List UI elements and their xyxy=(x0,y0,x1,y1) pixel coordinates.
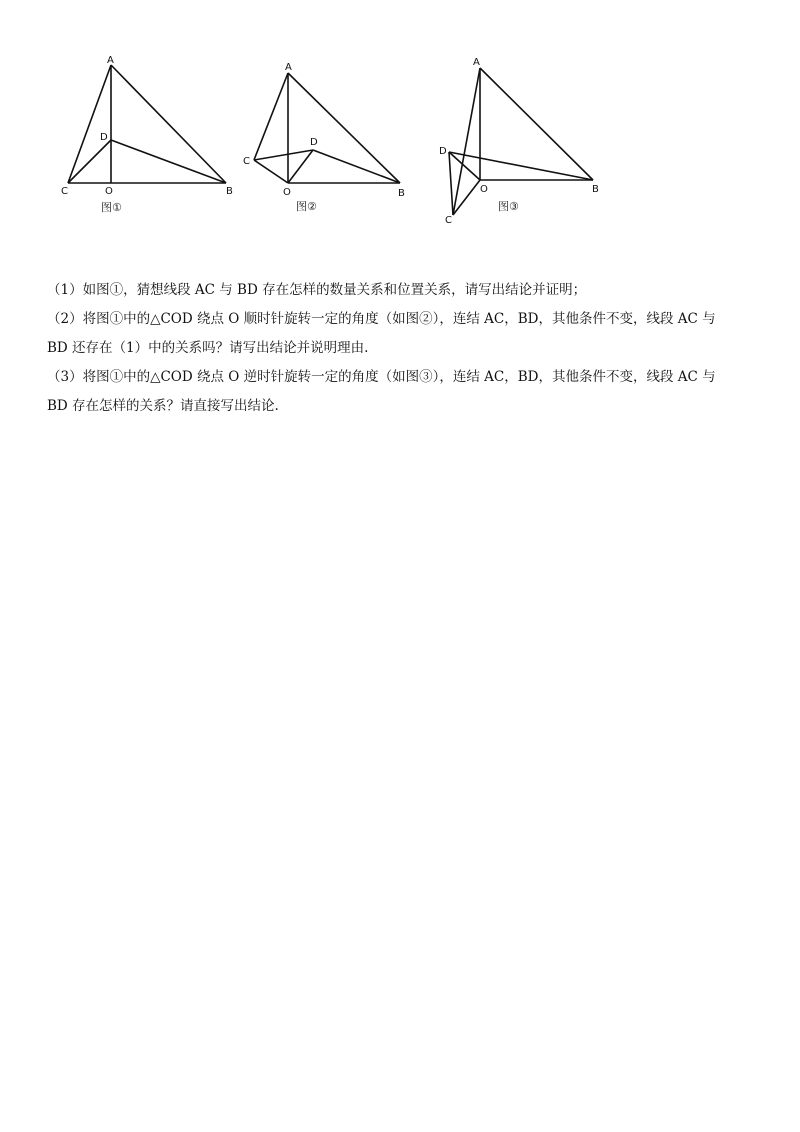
figure-3-caption: 图③ xyxy=(498,200,519,213)
point-label-o: O xyxy=(283,187,291,198)
question-3-line-1: （3）将图①中的△COD 绕点 O 逆时针旋转一定的角度（如图③），连结 AC，BD，其他条件不变，线段 AC 与 xyxy=(47,369,716,385)
point-label-b: B xyxy=(592,184,599,195)
segment-AB xyxy=(480,68,593,180)
segment-CO xyxy=(453,180,480,215)
segment-DO xyxy=(288,150,313,183)
segment-DC xyxy=(449,152,453,215)
question-2-line-1: （2）将图①中的△COD 绕点 O 顺时针旋转一定的角度（如图②），连结 AC，BD，其他条件不变，线段 AC 与 xyxy=(47,311,716,327)
segment-CD xyxy=(254,150,313,160)
point-label-a: A xyxy=(285,62,292,73)
segment-CO xyxy=(254,160,288,183)
segment-AC xyxy=(254,73,288,160)
figure-1-caption: 图① xyxy=(101,201,122,214)
point-label-d: D xyxy=(310,137,318,148)
point-label-o: O xyxy=(105,186,113,197)
figure-3-diagram xyxy=(435,55,610,230)
figure-1 xyxy=(55,55,245,220)
question-1-line-1: （1）如图①，猜想线段 AC 与 BD 存在怎样的数量关系和位置关系，请写出结论并证明； xyxy=(47,282,587,298)
segment-AC xyxy=(68,65,111,183)
point-label-a: A xyxy=(473,57,480,68)
point-label-c: C xyxy=(61,186,68,197)
point-label-d: D xyxy=(439,146,447,157)
segment-AB xyxy=(288,73,400,183)
question-3-line-2: BD 存在怎样的关系？请直接写出结论. xyxy=(47,398,279,414)
segment-DB xyxy=(449,152,593,180)
point-label-d: D xyxy=(100,132,108,143)
segment-AC xyxy=(453,68,480,215)
point-label-b: B xyxy=(398,188,405,199)
point-label-b: B xyxy=(226,186,233,197)
figure-1-diagram xyxy=(55,55,245,220)
segment-DB xyxy=(111,140,226,183)
point-label-c: C xyxy=(445,215,452,226)
point-label-o: O xyxy=(480,184,488,195)
figure-2 xyxy=(240,55,420,220)
segment-DB xyxy=(313,150,400,183)
segment-DC xyxy=(68,140,111,183)
question-2-line-2: BD 还存在（1）中的关系吗？请写出结论并说明理由. xyxy=(47,340,369,356)
figure-3 xyxy=(435,55,610,230)
segment-AB xyxy=(111,65,226,183)
point-label-a: A xyxy=(107,55,114,66)
question-block xyxy=(47,276,757,421)
figure-2-caption: 图② xyxy=(296,200,317,213)
figure-2-diagram xyxy=(240,55,420,220)
point-label-c: C xyxy=(243,156,250,167)
